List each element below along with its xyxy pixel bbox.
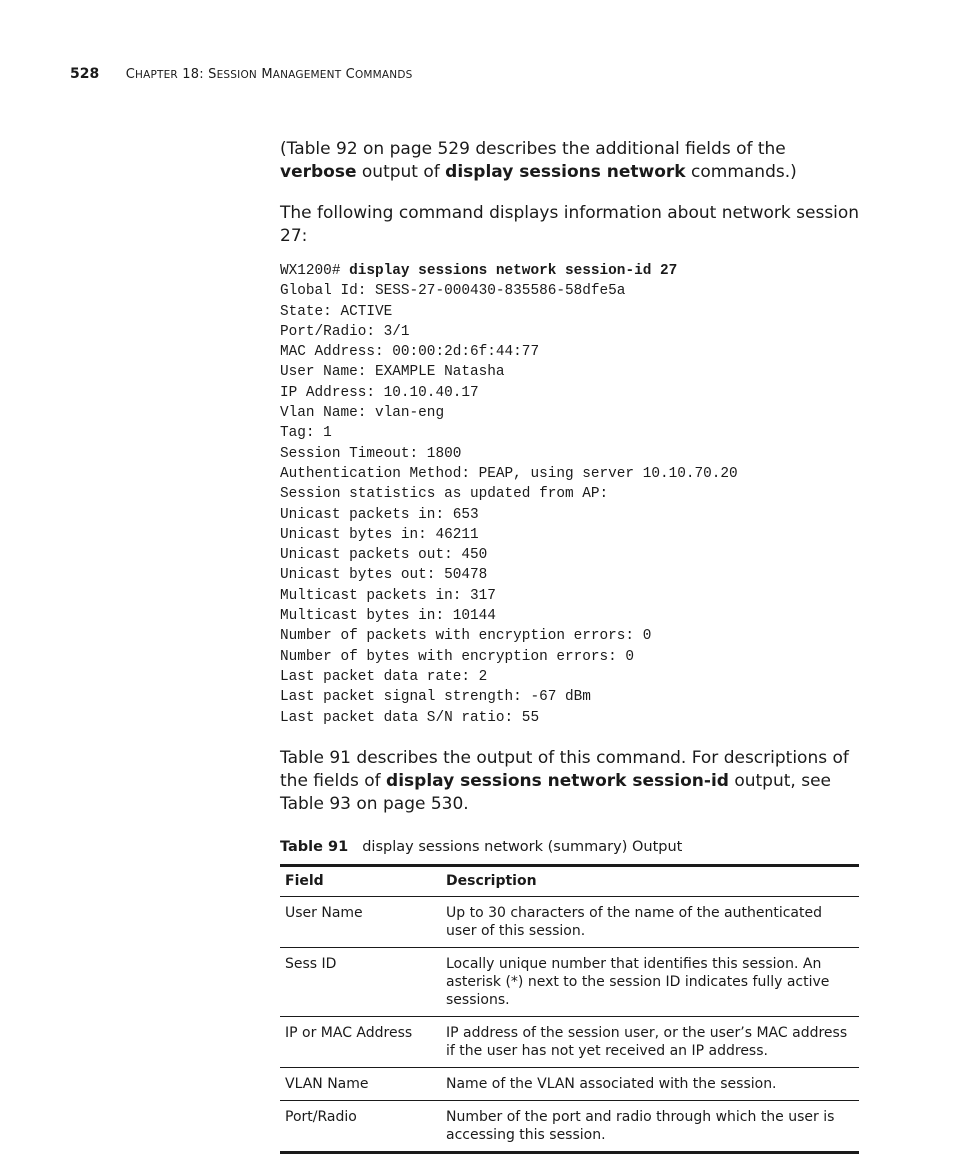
code-line: Last packet signal strength: -67 dBm [280, 689, 591, 706]
code-line: Number of packets with encryption errors: 0 [280, 628, 652, 645]
page-number: 528 [70, 66, 100, 82]
table-row [280, 1067, 859, 1100]
field-cell: User Name [285, 904, 363, 921]
table-number: Table 91 [280, 838, 349, 855]
lead-in-paragraph: The following command displays information about network session 27: [280, 203, 860, 246]
code-line: Session Timeout: 1800 [280, 445, 462, 462]
table-row [280, 947, 859, 1016]
code-line: Port/Radio: 3/1 [280, 323, 410, 340]
output-fields-table [280, 864, 859, 1154]
table-header-row [280, 865, 859, 896]
code-line: IP Address: 10.10.40.17 [280, 384, 479, 401]
description-cell: Number of the port and radio through which the user is accessing this session. [446, 1108, 835, 1143]
description-cell: Up to 30 characters of the name of the authenticated user of this session. [446, 904, 822, 939]
cli-prompt: WX1200# [280, 263, 350, 279]
table-row [280, 1016, 859, 1067]
code-line: MAC Address: 00:00:2d:6f:44:77 [280, 344, 540, 361]
running-header [70, 66, 413, 82]
table-title: display sessions network (summary) Output [362, 838, 683, 855]
code-line: Session statistics as updated from AP: [280, 486, 609, 503]
description-cell: Name of the VLAN associated with the session. [446, 1075, 777, 1092]
code-line: Last packet data rate: 2 [280, 668, 488, 685]
code-line: Global Id: SESS-27-000430-835586-58dfe5a [280, 283, 626, 300]
code-line: Vlan Name: vlan-eng [280, 405, 445, 422]
code-example [280, 261, 860, 728]
description-cell: Locally unique number that identifies this session. An asterisk (*) next to the session ID indicates fully active sessions. [446, 955, 830, 1008]
field-cell: Sess ID [285, 955, 337, 972]
code-line: Unicast bytes in: 46211 [280, 526, 479, 543]
field-cell: IP or MAC Address [285, 1024, 413, 1041]
page-body [280, 138, 860, 1154]
cli-command: display sessions network session-id 27 [349, 263, 678, 279]
code-line: Number of bytes with encryption errors: 0 [280, 648, 635, 665]
code-line: User Name: EXAMPLE Natasha [280, 364, 505, 381]
code-line: Last packet data S/N ratio: 55 [280, 709, 540, 726]
code-line: Tag: 1 [280, 425, 332, 442]
code-line: Unicast bytes out: 50478 [280, 567, 488, 584]
code-line: Multicast packets in: 317 [280, 587, 496, 604]
field-cell: VLAN Name [285, 1075, 369, 1092]
code-line: Unicast packets in: 653 [280, 506, 479, 523]
description-paragraph: Table 91 describes the output of this command. For descriptions of the fields of display sessions network session-id output, see Table 93 on page 530. [280, 747, 849, 814]
table-caption [280, 839, 860, 855]
column-header-description: Description [446, 872, 537, 889]
code-line: Unicast packets out: 450 [280, 547, 488, 564]
description-cell: IP address of the session user, or the user’s MAC address if the user has not yet received an IP address. [446, 1024, 848, 1059]
table-row [280, 896, 859, 947]
chapter-title: CHAPTER 18: SESSION MANAGEMENT COMMANDS [125, 67, 413, 82]
field-cell: Port/Radio [285, 1108, 357, 1125]
code-line: State: ACTIVE [280, 303, 393, 320]
column-header-field: Field [285, 872, 324, 889]
code-line: Authentication Method: PEAP, using server 10.10.70.20 [280, 465, 738, 482]
code-line: Multicast bytes in: 10144 [280, 608, 496, 625]
intro-paragraph: (Table 92 on page 529 describes the additional fields of the verbose output of display sessions network commands.) [280, 139, 797, 182]
